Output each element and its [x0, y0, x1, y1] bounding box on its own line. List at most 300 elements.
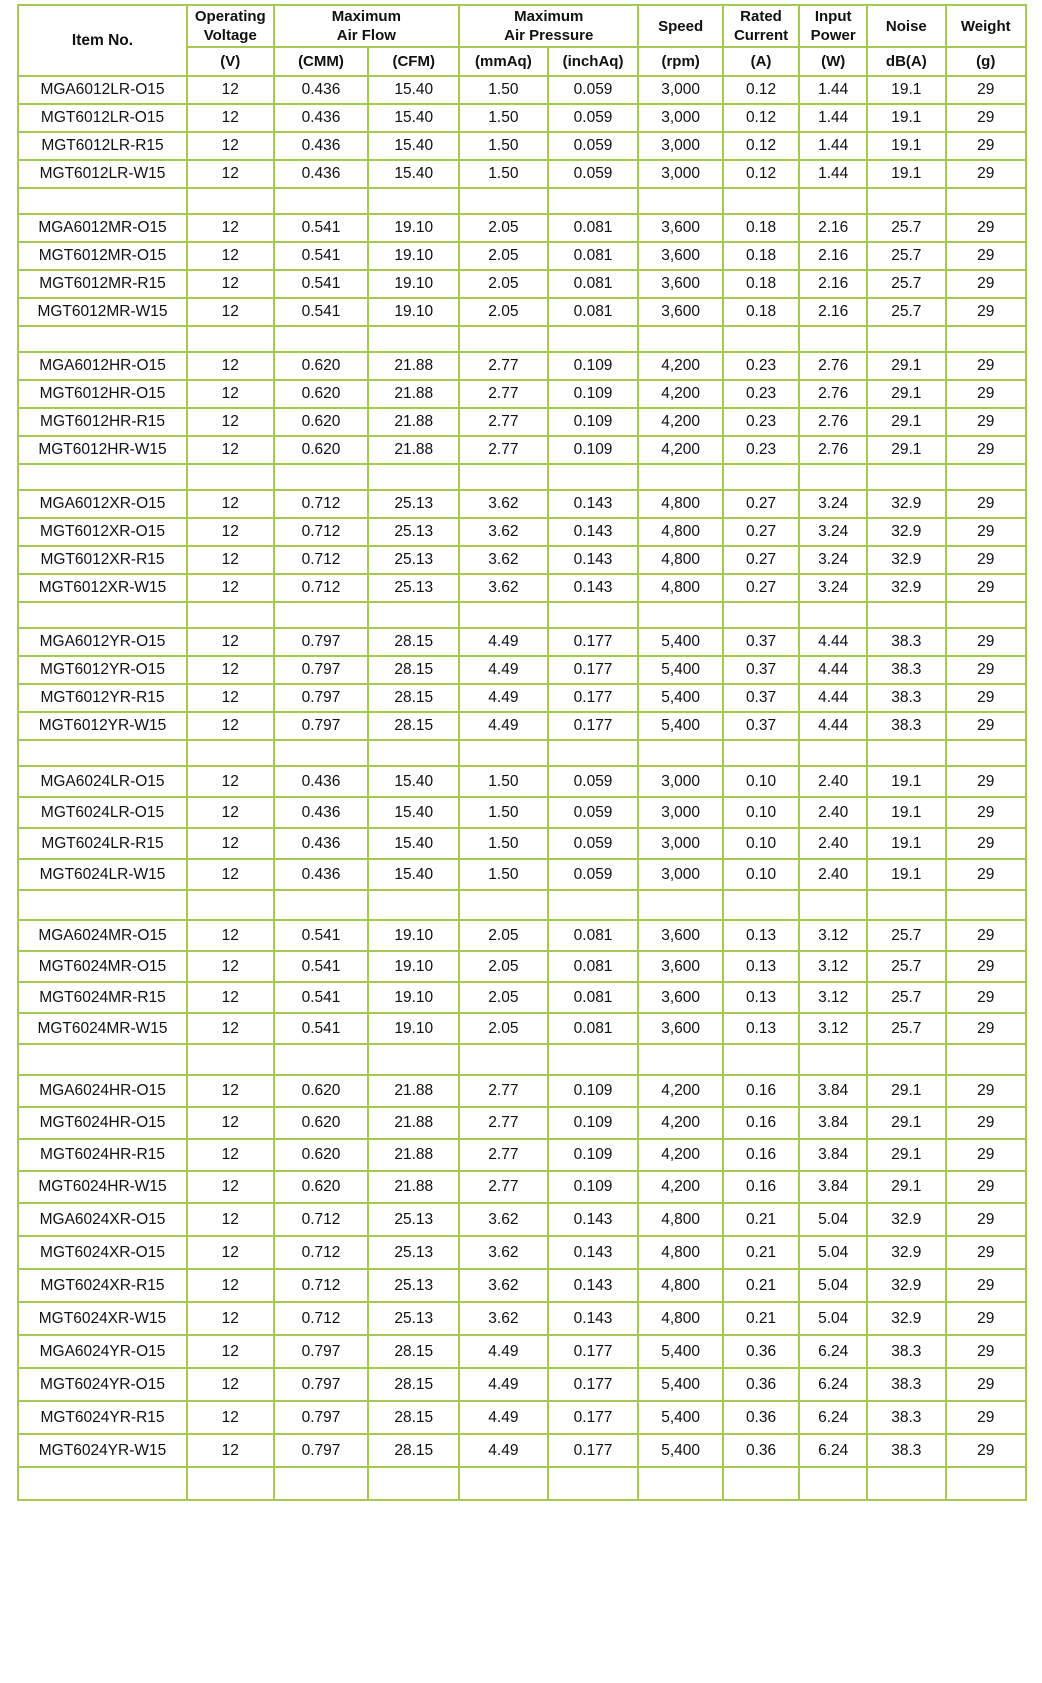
cell-power: 6.24 [799, 1368, 867, 1401]
cell-power: 2.40 [799, 797, 867, 828]
cell-item-no: MGT6024YR-R15 [18, 1401, 187, 1434]
cell-airflow-cmm: 0.541 [274, 242, 369, 270]
cell-pressure-inchaq: 0.177 [548, 1368, 639, 1401]
table-row [18, 518, 1026, 546]
header-noise: Noise [867, 5, 945, 47]
cell-item-no: MGT6012HR-R15 [18, 408, 187, 436]
table-row [18, 214, 1026, 242]
cell-airflow-cfm: 21.88 [368, 1171, 459, 1203]
cell-pressure-inchaq: 0.059 [548, 132, 639, 160]
spacer-cell [946, 326, 1027, 352]
cell-item-no: MGA6024YR-O15 [18, 1335, 187, 1368]
cell-item-no: MGT6024YR-O15 [18, 1368, 187, 1401]
cell-airflow-cfm: 21.88 [368, 408, 459, 436]
table-row [18, 1013, 1026, 1044]
cell-pressure-inchaq: 0.059 [548, 797, 639, 828]
cell-power: 3.84 [799, 1107, 867, 1139]
spacer-cell [867, 326, 945, 352]
cell-power: 3.84 [799, 1075, 867, 1107]
cell-current: 0.37 [723, 656, 799, 684]
cell-speed: 3,600 [638, 270, 723, 298]
cell-current: 0.12 [723, 104, 799, 132]
cell-current: 0.27 [723, 546, 799, 574]
cell-current: 0.23 [723, 436, 799, 464]
table-row [18, 1401, 1026, 1434]
spacer-cell [946, 188, 1027, 214]
cell-pressure-mmaq: 2.77 [459, 1075, 548, 1107]
table-row [18, 490, 1026, 518]
cell-item-no: MGT6024MR-W15 [18, 1013, 187, 1044]
cell-power: 2.40 [799, 766, 867, 797]
cell-airflow-cmm: 0.797 [274, 1368, 369, 1401]
cell-weight: 29 [946, 1013, 1027, 1044]
cell-voltage: 12 [187, 1302, 274, 1335]
cell-power: 6.24 [799, 1335, 867, 1368]
cell-current: 0.12 [723, 160, 799, 188]
spacer-cell [548, 602, 639, 628]
cell-pressure-mmaq: 4.49 [459, 1401, 548, 1434]
cell-airflow-cfm: 21.88 [368, 436, 459, 464]
spacer-cell [548, 740, 639, 766]
cell-voltage: 12 [187, 1401, 274, 1434]
spacer-cell [548, 464, 639, 490]
cell-pressure-inchaq: 0.143 [548, 490, 639, 518]
cell-item-no: MGT6024LR-O15 [18, 797, 187, 828]
cell-power: 6.24 [799, 1401, 867, 1434]
table-row [18, 160, 1026, 188]
cell-pressure-mmaq: 2.05 [459, 242, 548, 270]
cell-current: 0.37 [723, 684, 799, 712]
cell-airflow-cfm: 25.13 [368, 574, 459, 602]
cell-voltage: 12 [187, 270, 274, 298]
header-power-line2: Power [810, 27, 856, 44]
unit-voltage: (V) [187, 47, 274, 76]
cell-current: 0.13 [723, 1013, 799, 1044]
cell-item-no: MGT6024MR-R15 [18, 982, 187, 1013]
table-row [18, 104, 1026, 132]
cell-pressure-inchaq: 0.143 [548, 518, 639, 546]
table-row [18, 574, 1026, 602]
header-current-line1: Rated [740, 8, 782, 25]
spacer-cell [638, 326, 723, 352]
cell-pressure-mmaq: 1.50 [459, 766, 548, 797]
spacer-cell [18, 890, 187, 920]
cell-airflow-cfm: 15.40 [368, 828, 459, 859]
cell-pressure-mmaq: 2.77 [459, 380, 548, 408]
unit-grams: (g) [946, 47, 1027, 76]
cell-pressure-inchaq: 0.081 [548, 1013, 639, 1044]
spacer-cell [723, 890, 799, 920]
table-row [18, 828, 1026, 859]
spacer-cell [799, 1467, 867, 1500]
spacer-cell [368, 188, 459, 214]
cell-current: 0.13 [723, 982, 799, 1013]
cell-pressure-mmaq: 2.77 [459, 1107, 548, 1139]
cell-pressure-inchaq: 0.109 [548, 408, 639, 436]
cell-pressure-mmaq: 2.05 [459, 951, 548, 982]
cell-weight: 29 [946, 1139, 1027, 1171]
spacer-cell [368, 1044, 459, 1075]
cell-airflow-cmm: 0.797 [274, 1335, 369, 1368]
cell-airflow-cfm: 15.40 [368, 76, 459, 104]
cell-voltage: 12 [187, 1434, 274, 1467]
cell-current: 0.16 [723, 1171, 799, 1203]
spacer-cell [638, 602, 723, 628]
spacer-cell [548, 1467, 639, 1500]
cell-current: 0.10 [723, 797, 799, 828]
unit-amps: (A) [723, 47, 799, 76]
cell-weight: 29 [946, 298, 1027, 326]
cell-noise: 38.3 [867, 684, 945, 712]
cell-voltage: 12 [187, 859, 274, 890]
cell-current: 0.18 [723, 298, 799, 326]
cell-pressure-mmaq: 4.49 [459, 656, 548, 684]
cell-voltage: 12 [187, 1236, 274, 1269]
cell-airflow-cmm: 0.620 [274, 352, 369, 380]
spacer-cell [368, 890, 459, 920]
cell-weight: 29 [946, 656, 1027, 684]
spacer-cell [187, 1044, 274, 1075]
cell-pressure-inchaq: 0.177 [548, 1401, 639, 1434]
cell-airflow-cmm: 0.541 [274, 270, 369, 298]
cell-weight: 29 [946, 1368, 1027, 1401]
cell-weight: 29 [946, 242, 1027, 270]
table-row [18, 1171, 1026, 1203]
cell-noise: 19.1 [867, 859, 945, 890]
table-row [18, 982, 1026, 1013]
spacer-cell [638, 890, 723, 920]
cell-weight: 29 [946, 859, 1027, 890]
cell-pressure-inchaq: 0.109 [548, 352, 639, 380]
cell-pressure-mmaq: 3.62 [459, 1269, 548, 1302]
cell-airflow-cmm: 0.797 [274, 628, 369, 656]
table-body [18, 76, 1026, 1500]
spacer-cell [638, 188, 723, 214]
cell-current: 0.13 [723, 920, 799, 951]
cell-power: 4.44 [799, 628, 867, 656]
cell-current: 0.16 [723, 1139, 799, 1171]
spacer-cell [867, 602, 945, 628]
cell-speed: 5,400 [638, 684, 723, 712]
group-spacer-row [18, 890, 1026, 920]
spacer-cell [946, 1044, 1027, 1075]
table-row [18, 1269, 1026, 1302]
spacer-cell [638, 1044, 723, 1075]
spacer-cell [799, 326, 867, 352]
cell-airflow-cfm: 25.13 [368, 1203, 459, 1236]
cell-noise: 38.3 [867, 712, 945, 740]
cell-noise: 25.7 [867, 298, 945, 326]
cell-pressure-inchaq: 0.143 [548, 574, 639, 602]
cell-pressure-inchaq: 0.177 [548, 1335, 639, 1368]
cell-noise: 25.7 [867, 920, 945, 951]
cell-noise: 19.1 [867, 828, 945, 859]
header-item-no: Item No. [18, 5, 187, 76]
cell-speed: 3,600 [638, 982, 723, 1013]
cell-pressure-mmaq: 3.62 [459, 574, 548, 602]
cell-item-no: MGT6012XR-W15 [18, 574, 187, 602]
cell-voltage: 12 [187, 490, 274, 518]
cell-airflow-cmm: 0.712 [274, 1302, 369, 1335]
cell-power: 5.04 [799, 1236, 867, 1269]
cell-weight: 29 [946, 104, 1027, 132]
cell-item-no: MGA6012XR-O15 [18, 490, 187, 518]
cell-airflow-cfm: 15.40 [368, 104, 459, 132]
cell-current: 0.10 [723, 828, 799, 859]
cell-speed: 5,400 [638, 712, 723, 740]
cell-noise: 32.9 [867, 1269, 945, 1302]
cell-airflow-cfm: 19.10 [368, 982, 459, 1013]
cell-speed: 5,400 [638, 1401, 723, 1434]
spacer-cell [799, 602, 867, 628]
cell-speed: 4,800 [638, 1203, 723, 1236]
spacer-cell [18, 1044, 187, 1075]
spacer-cell [18, 740, 187, 766]
cell-speed: 4,800 [638, 518, 723, 546]
cell-airflow-cmm: 0.541 [274, 1013, 369, 1044]
cell-airflow-cmm: 0.620 [274, 1171, 369, 1203]
spacer-cell [867, 1467, 945, 1500]
cell-item-no: MGT6024YR-W15 [18, 1434, 187, 1467]
cell-noise: 19.1 [867, 797, 945, 828]
cell-pressure-inchaq: 0.177 [548, 1434, 639, 1467]
cell-item-no: MGT6012HR-W15 [18, 436, 187, 464]
cell-current: 0.13 [723, 951, 799, 982]
cell-weight: 29 [946, 1401, 1027, 1434]
header-voltage-line1: Operating [194, 8, 266, 25]
cell-airflow-cmm: 0.436 [274, 132, 369, 160]
cell-speed: 3,000 [638, 76, 723, 104]
cell-pressure-inchaq: 0.059 [548, 104, 639, 132]
cell-pressure-inchaq: 0.143 [548, 1302, 639, 1335]
cell-pressure-mmaq: 3.62 [459, 1302, 548, 1335]
table-row [18, 1335, 1026, 1368]
cell-noise: 38.3 [867, 1434, 945, 1467]
cell-pressure-mmaq: 2.05 [459, 298, 548, 326]
spacer-cell [946, 890, 1027, 920]
cell-item-no: MGT6012MR-R15 [18, 270, 187, 298]
cell-current: 0.37 [723, 628, 799, 656]
cell-current: 0.23 [723, 380, 799, 408]
cell-pressure-mmaq: 4.49 [459, 1368, 548, 1401]
cell-pressure-mmaq: 2.77 [459, 352, 548, 380]
cell-airflow-cmm: 0.620 [274, 408, 369, 436]
spacer-cell [368, 326, 459, 352]
spacer-cell [187, 740, 274, 766]
cell-power: 2.40 [799, 828, 867, 859]
cell-weight: 29 [946, 214, 1027, 242]
table-row [18, 132, 1026, 160]
cell-item-no: MGT6012LR-R15 [18, 132, 187, 160]
spacer-cell [799, 740, 867, 766]
cell-item-no: MGT6024XR-O15 [18, 1236, 187, 1269]
spacer-cell [946, 602, 1027, 628]
cell-voltage: 12 [187, 920, 274, 951]
cell-item-no: MGT6012HR-O15 [18, 380, 187, 408]
cell-voltage: 12 [187, 1368, 274, 1401]
cell-pressure-mmaq: 3.62 [459, 1203, 548, 1236]
unit-mmaq: (mmAq) [459, 47, 548, 76]
header-max-air-flow [274, 5, 460, 47]
cell-weight: 29 [946, 546, 1027, 574]
cell-speed: 3,000 [638, 132, 723, 160]
cell-speed: 3,000 [638, 797, 723, 828]
group-spacer-row [18, 602, 1026, 628]
cell-pressure-mmaq: 2.05 [459, 1013, 548, 1044]
cell-power: 2.16 [799, 214, 867, 242]
group-spacer-row [18, 740, 1026, 766]
spacer-cell [946, 464, 1027, 490]
cell-weight: 29 [946, 436, 1027, 464]
cell-speed: 4,800 [638, 546, 723, 574]
cell-current: 0.36 [723, 1335, 799, 1368]
spacer-cell [274, 602, 369, 628]
spacer-cell [638, 464, 723, 490]
unit-cmm: (CMM) [274, 47, 369, 76]
cell-airflow-cfm: 28.15 [368, 1335, 459, 1368]
cell-speed: 4,200 [638, 1139, 723, 1171]
cell-item-no: MGT6012LR-O15 [18, 104, 187, 132]
table-row [18, 436, 1026, 464]
cell-current: 0.37 [723, 712, 799, 740]
spacer-cell [274, 188, 369, 214]
header-airflow-line1: Maximum [331, 8, 401, 25]
cell-current: 0.21 [723, 1203, 799, 1236]
cell-pressure-mmaq: 2.77 [459, 1139, 548, 1171]
cell-pressure-mmaq: 4.49 [459, 1335, 548, 1368]
cell-item-no: MGT6024MR-O15 [18, 951, 187, 982]
cell-weight: 29 [946, 574, 1027, 602]
cell-pressure-inchaq: 0.059 [548, 766, 639, 797]
cell-weight: 29 [946, 270, 1027, 298]
cell-airflow-cfm: 28.15 [368, 1368, 459, 1401]
cell-pressure-inchaq: 0.059 [548, 859, 639, 890]
cell-weight: 29 [946, 828, 1027, 859]
cell-noise: 32.9 [867, 490, 945, 518]
cell-voltage: 12 [187, 982, 274, 1013]
spacer-cell [459, 890, 548, 920]
table-row [18, 712, 1026, 740]
cell-power: 1.44 [799, 160, 867, 188]
cell-airflow-cmm: 0.712 [274, 546, 369, 574]
header-input-power [799, 5, 867, 47]
cell-airflow-cfm: 19.10 [368, 242, 459, 270]
cell-noise: 32.9 [867, 1203, 945, 1236]
spacer-cell [274, 1467, 369, 1500]
spacer-cell [946, 1467, 1027, 1500]
spacer-cell [187, 1467, 274, 1500]
spacer-cell [187, 326, 274, 352]
header-pressure-line1: Maximum [514, 8, 584, 25]
cell-current: 0.21 [723, 1236, 799, 1269]
spacer-cell [548, 188, 639, 214]
cell-pressure-inchaq: 0.081 [548, 951, 639, 982]
spacer-cell [723, 602, 799, 628]
cell-item-no: MGA6024MR-O15 [18, 920, 187, 951]
cell-pressure-mmaq: 1.50 [459, 76, 548, 104]
table-row [18, 1368, 1026, 1401]
cell-speed: 3,600 [638, 298, 723, 326]
cell-pressure-mmaq: 3.62 [459, 490, 548, 518]
cell-item-no: MGA6024HR-O15 [18, 1075, 187, 1107]
cell-speed: 4,800 [638, 574, 723, 602]
cell-pressure-inchaq: 0.109 [548, 436, 639, 464]
cell-airflow-cmm: 0.541 [274, 982, 369, 1013]
cell-airflow-cmm: 0.712 [274, 1203, 369, 1236]
cell-pressure-inchaq: 0.143 [548, 546, 639, 574]
cell-speed: 4,800 [638, 1302, 723, 1335]
cell-airflow-cfm: 25.13 [368, 490, 459, 518]
table-row [18, 797, 1026, 828]
cell-weight: 29 [946, 1434, 1027, 1467]
cell-item-no: MGA6012MR-O15 [18, 214, 187, 242]
cell-speed: 4,200 [638, 1107, 723, 1139]
group-spacer-row [18, 464, 1026, 490]
cell-pressure-inchaq: 0.143 [548, 1236, 639, 1269]
spacer-cell [548, 1044, 639, 1075]
cell-item-no: MGA6012YR-O15 [18, 628, 187, 656]
cell-speed: 3,000 [638, 859, 723, 890]
cell-speed: 5,400 [638, 1335, 723, 1368]
cell-speed: 5,400 [638, 1434, 723, 1467]
cell-voltage: 12 [187, 518, 274, 546]
cell-noise: 29.1 [867, 1075, 945, 1107]
cell-voltage: 12 [187, 380, 274, 408]
cell-weight: 29 [946, 1203, 1027, 1236]
spacer-cell [274, 1044, 369, 1075]
cell-pressure-inchaq: 0.143 [548, 1269, 639, 1302]
spacer-cell [548, 326, 639, 352]
spacer-cell [638, 740, 723, 766]
cell-weight: 29 [946, 982, 1027, 1013]
table-row [18, 1139, 1026, 1171]
spacer-cell [274, 740, 369, 766]
cell-power: 2.16 [799, 270, 867, 298]
table-row [18, 859, 1026, 890]
spacer-cell [723, 188, 799, 214]
cell-item-no: MGT6024HR-O15 [18, 1107, 187, 1139]
spacer-cell [274, 890, 369, 920]
spacer-cell [867, 890, 945, 920]
spacer-cell [459, 1467, 548, 1500]
cell-voltage: 12 [187, 1269, 274, 1302]
header-row-titles [18, 5, 1026, 47]
cell-pressure-inchaq: 0.177 [548, 684, 639, 712]
cell-pressure-mmaq: 1.50 [459, 160, 548, 188]
cell-current: 0.23 [723, 352, 799, 380]
cell-item-no: MGT6012YR-W15 [18, 712, 187, 740]
cell-speed: 5,400 [638, 628, 723, 656]
spacer-cell [187, 188, 274, 214]
cell-pressure-mmaq: 2.05 [459, 982, 548, 1013]
cell-item-no: MGT6024HR-R15 [18, 1139, 187, 1171]
cell-noise: 38.3 [867, 1368, 945, 1401]
cell-item-no: MGA6024XR-O15 [18, 1203, 187, 1236]
cell-item-no: MGT6012YR-O15 [18, 656, 187, 684]
header-voltage-line2: Voltage [203, 27, 257, 44]
cell-voltage: 12 [187, 1203, 274, 1236]
cell-pressure-inchaq: 0.177 [548, 628, 639, 656]
cell-power: 4.44 [799, 684, 867, 712]
spacer-cell [459, 188, 548, 214]
cell-voltage: 12 [187, 1107, 274, 1139]
cell-voltage: 12 [187, 828, 274, 859]
cell-power: 3.12 [799, 920, 867, 951]
cell-power: 1.44 [799, 76, 867, 104]
cell-airflow-cfm: 19.10 [368, 920, 459, 951]
cell-airflow-cmm: 0.620 [274, 1107, 369, 1139]
cell-pressure-mmaq: 3.62 [459, 546, 548, 574]
